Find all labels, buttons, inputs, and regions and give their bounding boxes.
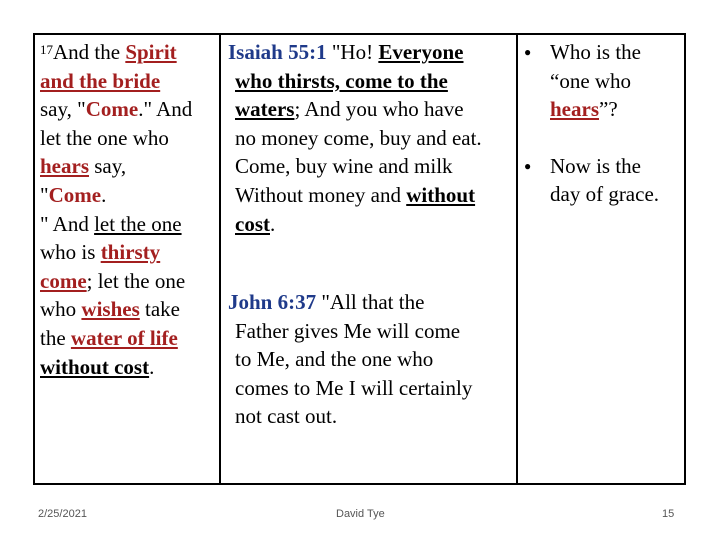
text-and-the: And the xyxy=(53,40,126,64)
text-the: the xyxy=(40,325,71,350)
isaiah-without: without xyxy=(406,182,476,207)
text-say-2: say, xyxy=(89,154,127,179)
verse-table xyxy=(33,33,686,485)
emphasis-come-1: Come xyxy=(85,97,139,122)
text-let-the-one-2: ; let the one xyxy=(86,268,186,293)
isaiah-waters: waters xyxy=(235,97,295,122)
footer-author: David Tye xyxy=(336,508,385,520)
emphasis-wishes: wishes xyxy=(81,297,140,322)
bullet-1-hears: hears xyxy=(550,97,599,122)
text-quote: " xyxy=(40,182,49,207)
text-let-the-one-who: let the one who xyxy=(40,125,169,150)
john-line-5: not cast out. xyxy=(235,404,338,429)
isaiah-text-ho: "Ho! xyxy=(326,40,379,64)
isaiah-cost: cost xyxy=(235,211,270,236)
isaiah-line-4: no money come, buy and eat. xyxy=(235,125,482,150)
bullet-1-line-2: “one who xyxy=(550,68,632,93)
bullet-2-line-1: Now is the xyxy=(550,153,641,178)
emphasis-come-3: come xyxy=(40,268,87,293)
emphasis-spirit: Spirit xyxy=(125,40,177,64)
text-and: ." And xyxy=(138,97,193,122)
bullet-2-line-2: day of grace. xyxy=(550,182,660,207)
isaiah-reference: Isaiah 55:1 xyxy=(228,40,327,64)
john-line-3: to Me, and the one who xyxy=(235,347,434,372)
isaiah-line-5: Come, buy wine and milk xyxy=(235,154,453,179)
bullet-text-1 xyxy=(550,38,692,124)
revelation-column xyxy=(35,35,221,483)
text-who-is: who is xyxy=(40,240,101,265)
footer-date: 2/25/2021 xyxy=(38,508,87,520)
cross-reference-column xyxy=(221,35,518,483)
isaiah-end: . xyxy=(270,211,276,236)
footer-page-number: 15 xyxy=(662,508,675,520)
bullet-1-line-1: Who is the xyxy=(550,40,641,64)
bullet-now-is-the-day xyxy=(522,152,692,209)
question-bullets xyxy=(522,38,692,209)
text-period: . xyxy=(101,182,107,207)
text-who: who xyxy=(40,297,82,322)
isaiah-everyone: Everyone xyxy=(378,40,464,64)
emphasis-and-the-bride: and the bride xyxy=(40,68,161,93)
text-and-let: " And xyxy=(40,211,95,236)
emphasis-hears: hears xyxy=(40,154,89,179)
isaiah-passage xyxy=(228,38,520,238)
text-take: take xyxy=(139,297,181,322)
bullet-text-2 xyxy=(550,152,692,209)
emphasis-without-cost: without cost xyxy=(40,354,150,379)
john-text-1: "All that the xyxy=(316,290,425,314)
john-line-4: comes to Me I will certainly xyxy=(235,375,473,400)
bullet-1-end: ”? xyxy=(599,97,618,122)
isaiah-who-thirsts: who thirsts, come to the xyxy=(235,68,448,93)
john-passage xyxy=(228,288,520,431)
question-column xyxy=(518,35,684,483)
emphasis-come-2: Come xyxy=(48,182,102,207)
emphasis-thirsty: thirsty xyxy=(100,240,161,265)
text-say: say, " xyxy=(40,97,86,122)
text-let-the-one: let the one xyxy=(94,211,182,236)
isaiah-line-3: ; And you who have xyxy=(294,97,464,122)
bullet-dot-icon: ● xyxy=(524,158,532,173)
isaiah-line-6: Without money and xyxy=(235,182,407,207)
john-reference: John 6:37 xyxy=(228,290,317,314)
revelation-text xyxy=(40,38,220,381)
verse-number: 17 xyxy=(40,42,53,57)
text-end: . xyxy=(149,354,155,379)
bullet-dot-icon: ● xyxy=(524,45,532,59)
john-line-2: Father gives Me will come xyxy=(235,318,461,343)
bullet-who-is-the-one xyxy=(522,38,692,124)
emphasis-water-of-life: water of life xyxy=(70,325,178,350)
